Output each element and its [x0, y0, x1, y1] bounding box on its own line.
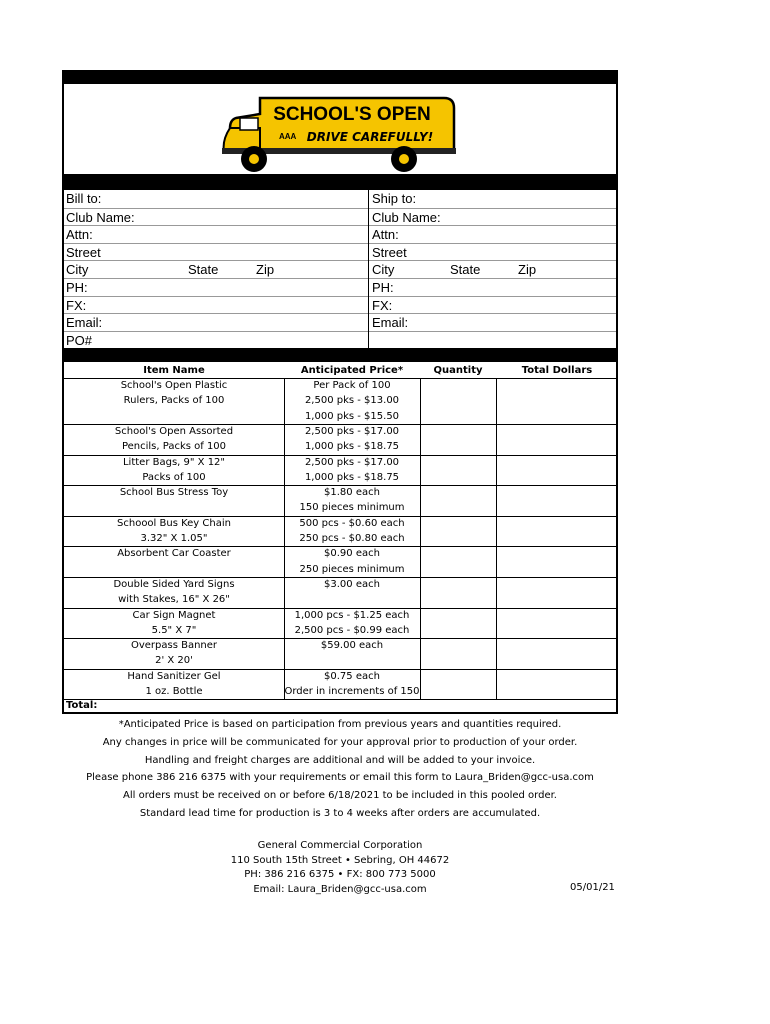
- item-name-line: [64, 409, 284, 424]
- address-row: [64, 313, 616, 331]
- item-name: [64, 546, 284, 577]
- ship-to-field[interactable]: Street: [372, 244, 407, 260]
- company-address: 110 South 15th Street • Sebring, OH 44672: [230, 854, 450, 866]
- item-name-line: Car Sign Magnet: [132, 609, 216, 621]
- school-bus-logo: [64, 84, 616, 186]
- table-top-bar: [64, 348, 616, 362]
- total-cell[interactable]: [496, 546, 618, 577]
- item-price: [284, 546, 420, 577]
- note-line: Handling and freight charges are additional and will be added to your invoice.: [144, 754, 536, 766]
- item-price: [284, 608, 420, 639]
- company-name: General Commercial Corporation: [257, 840, 423, 851]
- note-line: *Anticipated Price is based on participation from previous years and quantities required.: [118, 719, 562, 730]
- bill-to-field[interactable]: PH:: [66, 280, 88, 295]
- address-row: [64, 190, 616, 208]
- top-bar: [64, 72, 616, 84]
- item-price-line: 150 pieces minimum: [299, 502, 405, 514]
- item-name-line: [64, 500, 284, 515]
- address-row: [64, 260, 616, 278]
- order-form: [62, 70, 618, 714]
- item-name-line: Double Sided Yard Signs: [113, 578, 235, 590]
- item-price: [284, 455, 420, 486]
- quantity-cell[interactable]: [420, 485, 496, 516]
- total-label: Total:: [66, 700, 98, 711]
- note-line: Please phone 386 216 6375 with your requirements or email this form to Laura_Briden@gcc-usa.com: [86, 772, 594, 784]
- logo-badge: AAA: [279, 132, 297, 141]
- item-name-line: School's Open Assorted: [114, 425, 234, 437]
- item-name: [64, 485, 284, 516]
- ship-to-field[interactable]: Club Name:: [372, 209, 441, 225]
- section-bar: [64, 174, 616, 190]
- item-price: [284, 669, 420, 700]
- item-name: [64, 638, 284, 669]
- item-price-line: 1,000 pcs - $1.25 each: [294, 609, 410, 621]
- item-name: [64, 455, 284, 486]
- quantity-cell[interactable]: [420, 638, 496, 669]
- bill-to-field[interactable]: Street: [66, 244, 101, 260]
- ship-to-field[interactable]: FX:: [372, 297, 393, 313]
- bill-to-field[interactable]: PO#: [66, 332, 93, 348]
- item-price-line: $0.90 each: [324, 548, 380, 560]
- ship-to-field[interactable]: Ship to:: [372, 191, 417, 206]
- company-email: Email: Laura_Briden@gcc-usa.com: [253, 883, 427, 895]
- total-cell[interactable]: [496, 424, 618, 455]
- item-name: [64, 577, 284, 608]
- item-price-line: 1,000 pks - $18.75: [304, 441, 400, 453]
- item-price-line: Order in increments of 150: [284, 685, 420, 697]
- item-name-line: Overpass Banner: [130, 640, 218, 652]
- col-header-price: Anticipated Price*: [300, 365, 404, 376]
- quantity-cell[interactable]: [420, 669, 496, 700]
- row-divider: [64, 699, 618, 700]
- item-price-line: $3.00 each: [324, 578, 380, 590]
- bill-to-field[interactable]: Email:: [66, 315, 103, 331]
- bill-to-field[interactable]: Club Name:: [66, 209, 135, 225]
- quantity-cell[interactable]: [420, 516, 496, 547]
- total-cell[interactable]: [496, 638, 618, 669]
- item-name-line: Rulers, Packs of 100: [123, 395, 225, 407]
- item-name-line: Pencils, Packs of 100: [121, 441, 227, 453]
- column-divider: [496, 378, 497, 699]
- ship-to-field[interactable]: Email:: [372, 315, 409, 331]
- item-price-line: [284, 653, 420, 668]
- item-price-line: 1,000 pks - $18.75: [304, 471, 400, 483]
- item-name-line: 2' X 20': [155, 655, 193, 667]
- ship-to-field[interactable]: City: [372, 262, 395, 278]
- note-line: All orders must be received on or before 6/18/2021 to be included in this pooled order.: [123, 790, 557, 802]
- item-price-line: 2,500 pks - $17.00: [304, 456, 400, 468]
- item-price-line: 1,000 pks - $15.50: [304, 410, 400, 422]
- item-price: [284, 424, 420, 455]
- bill-to-field[interactable]: FX:: [66, 297, 87, 313]
- col-header-total: Total Dollars: [521, 365, 593, 376]
- notes: [0, 716, 680, 823]
- item-price-line: 500 pcs - $0.60 each: [299, 517, 405, 529]
- address-row: [64, 225, 616, 243]
- logo-area: [64, 84, 616, 186]
- quantity-cell[interactable]: [420, 424, 496, 455]
- item-price-line: 2,500 pcs - $0.99 each: [294, 624, 410, 636]
- quantity-cell[interactable]: [420, 378, 496, 424]
- item-price-line: Per Pack of 100: [313, 380, 391, 391]
- column-divider: [420, 378, 421, 699]
- item-name-line: School's Open Plastic: [120, 380, 228, 391]
- item-name-line: Absorbent Car Coaster: [117, 548, 231, 560]
- ship-to-field[interactable]: PH:: [372, 280, 394, 295]
- quantity-cell[interactable]: [420, 455, 496, 486]
- item-price-line: $0.75 each: [324, 670, 380, 682]
- item-name-line: School Bus Stress Toy: [119, 487, 229, 499]
- item-price-line: [284, 592, 420, 607]
- bill-to-field[interactable]: City: [66, 262, 89, 278]
- item-name-line: Packs of 100: [142, 471, 206, 483]
- item-price-line: $1.80 each: [324, 487, 380, 499]
- item-price: [284, 577, 420, 608]
- address-divider: [368, 190, 369, 348]
- address-row: [64, 278, 616, 296]
- bill-to-state[interactable]: State: [188, 262, 219, 278]
- total-cell[interactable]: [496, 485, 618, 516]
- item-price: [284, 378, 420, 424]
- total-cell[interactable]: [496, 378, 618, 424]
- quantity-cell[interactable]: [420, 546, 496, 577]
- ship-to-zip[interactable]: Zip: [518, 262, 537, 278]
- header-divider: [64, 378, 618, 379]
- item-price-line: $59.00 each: [320, 640, 384, 652]
- col-header-quantity: Quantity: [433, 365, 483, 376]
- form-date: 05/01/21: [570, 882, 615, 893]
- item-price-line: 250 pieces minimum: [299, 563, 405, 575]
- item-name: [64, 516, 284, 547]
- item-name-line: Schoool Bus Key Chain: [117, 517, 231, 529]
- item-name-line: Hand Sanitizer Gel: [127, 670, 221, 682]
- item-name: [64, 378, 284, 424]
- ship-to-field[interactable]: Attn:: [372, 227, 399, 243]
- item-price: [284, 638, 420, 669]
- item-name: [64, 669, 284, 700]
- total-cell[interactable]: [496, 455, 618, 486]
- item-name-line: Litter Bags, 9" X 12": [122, 456, 226, 468]
- column-divider: [284, 378, 285, 699]
- address-row: [64, 243, 616, 261]
- item-name-line: with Stakes, 16" X 26": [118, 594, 230, 606]
- note-line: Any changes in price will be communicated for your approval prior to production of your order.: [102, 736, 578, 748]
- item-price-line: 2,500 pks - $13.00: [304, 395, 400, 407]
- item-price-line: 2,500 pks - $17.00: [304, 425, 400, 437]
- address-row: [64, 296, 616, 314]
- bill-to-field[interactable]: Attn:: [66, 227, 93, 243]
- logo-subtitle: DRIVE CAREFULLY!: [306, 130, 434, 144]
- item-price: [284, 485, 420, 516]
- total-cell[interactable]: [496, 516, 618, 547]
- logo-title: SCHOOL'S OPEN: [273, 104, 431, 125]
- quantity-cell[interactable]: [420, 608, 496, 639]
- total-cell[interactable]: [496, 577, 618, 608]
- address-row: [64, 208, 616, 226]
- company-phone: PH: 386 216 6375 • FX: 800 773 5000: [244, 869, 436, 880]
- item-name: [64, 608, 284, 639]
- total-cell[interactable]: [496, 669, 618, 700]
- item-price-line: 250 pcs - $0.80 each: [299, 532, 405, 544]
- item-name-line: 1 oz. Bottle: [145, 685, 203, 697]
- bill-to-zip[interactable]: Zip: [256, 262, 275, 278]
- company-info: [180, 839, 500, 897]
- quantity-cell[interactable]: [420, 577, 496, 608]
- item-name-line: 5.5" X 7": [151, 624, 197, 636]
- col-header-item: Item Name: [143, 365, 205, 376]
- ship-to-state[interactable]: State: [450, 262, 481, 278]
- item-name: [64, 424, 284, 455]
- item-name-line: [64, 562, 284, 577]
- item-name-line: 3.32" X 1.05": [140, 532, 208, 544]
- note-line: Standard lead time for production is 3 to 4 weeks after orders are accumulated.: [139, 807, 541, 819]
- item-price: [284, 516, 420, 547]
- address-row: [64, 331, 616, 349]
- bill-to-field[interactable]: Bill to:: [66, 191, 102, 206]
- total-cell[interactable]: [496, 608, 618, 639]
